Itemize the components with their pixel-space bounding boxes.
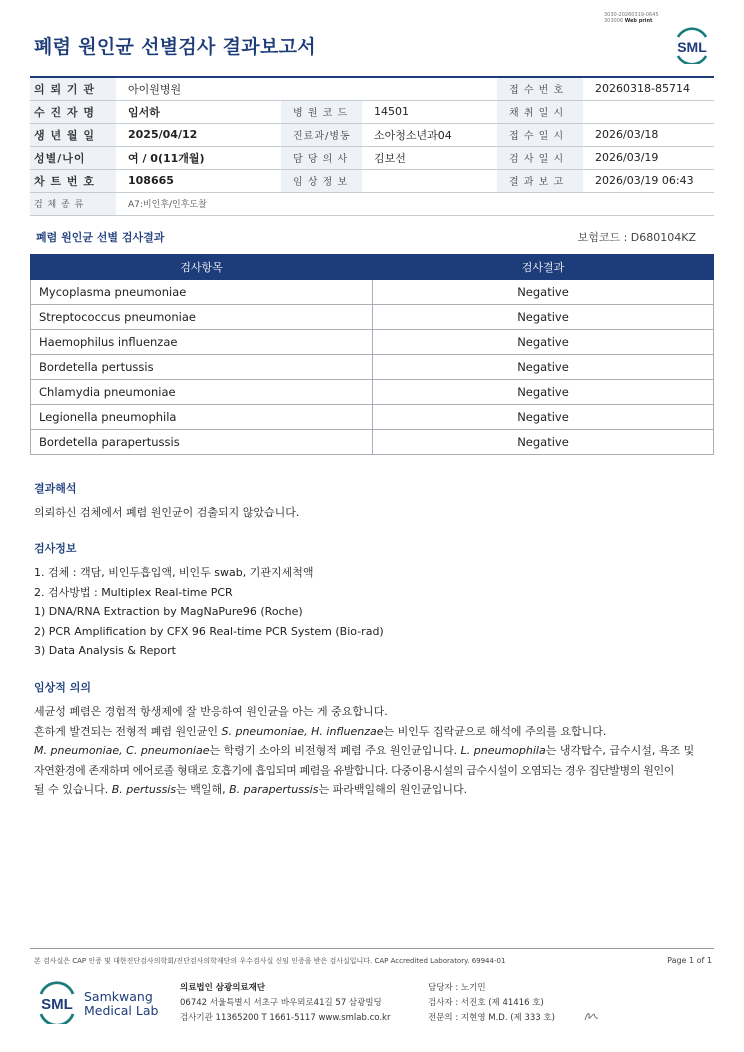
table-row <box>31 330 714 355</box>
label-hospital-code: 병 원 코 드 <box>281 100 362 123</box>
requesting-institution: 아이원병원 <box>116 77 497 100</box>
table-row <box>31 305 714 330</box>
table-row <box>31 280 714 305</box>
label-report-date: 결 과 보 고 <box>497 169 583 192</box>
staff-info <box>428 981 555 1026</box>
insurance-code: 보험코드 : D680104KZ <box>577 231 696 244</box>
info-row <box>30 100 714 123</box>
test-date: 2026/03/19 <box>583 146 714 169</box>
org-contact: 검사기관 11365200 T 1661-5117 www.smlab.co.kr <box>180 1013 391 1023</box>
label-sex-age: 성별/나이 <box>30 146 116 169</box>
table-row <box>31 380 714 405</box>
sml-logo-icon <box>36 980 78 1024</box>
info-row <box>30 123 714 146</box>
organism-names: M. pneumoniae, C. pneumoniae <box>34 744 210 758</box>
label-specimen-type: 검 체 종 류 <box>30 192 116 215</box>
interpretation-section <box>34 480 724 523</box>
specimen-type: A7:비인후/인후도찰 <box>116 192 714 215</box>
clinical-line: 자연환경에 존재하며 에어로졸 형태로 호흡기에 흡입되며 폐렴을 유발합니다. 다중이용시설의 급수시설이 오염되는 경우 집단발병의 원인이 <box>34 763 675 777</box>
test-result: Negative <box>373 280 714 305</box>
test-item: Bordetella parapertussis <box>31 430 373 455</box>
chart-number: 108665 <box>116 169 281 192</box>
test-result: Negative <box>373 355 714 380</box>
label-birth-date: 생 년 월 일 <box>30 123 116 146</box>
label-clinical-info: 임 상 정 보 <box>281 169 362 192</box>
organism-names: B. pertussis <box>111 783 177 797</box>
test-info-line: 1. 검체 : 객담, 비인두흡입액, 비인두 swab, 기관지세척액 <box>34 566 314 579</box>
test-item: Bordetella pertussis <box>31 355 373 380</box>
organization-info <box>180 981 390 1026</box>
org-name: 의료법인 삼광의료재단 <box>180 983 266 993</box>
label-test-date: 검 사 일 시 <box>497 146 583 169</box>
receipt-date: 2026/03/18 <box>583 123 714 146</box>
table-row <box>31 405 714 430</box>
test-item: Mycoplasma pneumoniae <box>31 280 373 305</box>
test-info-line: 2) PCR Amplification by CFX 96 Real-time PCR System (Bio-rad) <box>34 624 384 638</box>
logo-text: SML <box>41 996 73 1013</box>
test-info-line: 2. 검사방법 : Multiplex Real-time PCR <box>34 585 233 599</box>
test-result: Negative <box>373 380 714 405</box>
test-item: Legionella pneumophila <box>31 405 373 430</box>
test-info-title: 검사정보 <box>34 542 77 555</box>
test-info-section <box>34 540 724 661</box>
organism-names: L. pneumophila <box>460 744 546 758</box>
clinical-line: 세균성 폐렴은 경험적 항생제에 잘 반응하여 원인균을 아는 게 중요합니다. <box>34 705 388 718</box>
test-result: Negative <box>373 330 714 355</box>
department: 소아청소년과04 <box>362 123 497 146</box>
results-table <box>30 254 714 455</box>
patient-name: 임서하 <box>116 100 281 123</box>
staff-tester: 검사자 : 서진호 (제 41416 호) <box>428 998 544 1008</box>
print-id: 3030-20260319-0645 <box>604 12 659 18</box>
clinical-line: 흔하게 발견되는 전형적 폐렴 원인균인 S. pneumoniae, H. influenzae는 비인두 집락균으로 해석에 주의를 요합니다. <box>34 724 607 738</box>
test-item: Haemophilus influenzae <box>31 330 373 355</box>
patient-info-table <box>30 76 714 216</box>
label-doctor: 담 당 의 사 <box>281 146 362 169</box>
label-department: 진료과/병동 <box>281 123 362 146</box>
label-chart-number: 차 트 번 호 <box>30 169 116 192</box>
info-row <box>30 146 714 169</box>
doctor: 김보선 <box>362 146 497 169</box>
accession-number: 20260318-85714 <box>583 77 714 100</box>
info-row <box>30 192 714 215</box>
table-row <box>31 430 714 455</box>
test-result: Negative <box>373 405 714 430</box>
test-result: Negative <box>373 430 714 455</box>
web-print-label: Web print <box>624 18 653 24</box>
clinical-info <box>362 169 497 192</box>
test-result: Negative <box>373 305 714 330</box>
interpretation-title: 결과해석 <box>34 482 77 495</box>
header-test-item: 검사항목 <box>31 255 373 280</box>
test-item: Chlamydia pneumoniae <box>31 380 373 405</box>
results-section-title: 폐렴 원인균 선별 검사결과 <box>36 231 165 244</box>
info-row <box>30 77 714 100</box>
results-header-row <box>31 255 714 280</box>
label-requesting-institution: 의 뢰 기 관 <box>30 77 116 100</box>
clinical-title: 임상적 의의 <box>34 681 91 694</box>
test-item: Streptococcus pneumoniae <box>31 305 373 330</box>
label-accession-number: 접 수 번 호 <box>497 77 583 100</box>
organism-names: S. pneumoniae, H. influenzae <box>221 724 384 738</box>
brand-name: Samkwang Medical Lab <box>84 989 159 1018</box>
report-date: 2026/03/19 06:43 <box>583 169 714 192</box>
interpretation-text: 의뢰하신 검체에서 폐렴 원인균이 검출되지 않았습니다. <box>34 506 300 519</box>
accreditation-note: 본 검사실은 CAP 인증 및 대한진단검사의학회/진단검사의학재단의 우수검사실 신임 인증을 받은 검사실입니다. CAP Accredited Laboratory. 69944-01 <box>34 957 506 965</box>
birth-date: 2025/04/12 <box>116 123 281 146</box>
print-code: 303006 Web print <box>604 18 653 24</box>
clinical-line: 될 수 있습니다. B. pertussis는 백일해, B. parapertussis는 파라백일해의 원인균입니다. <box>34 783 468 797</box>
page-number: Page 1 of 1 <box>667 956 712 965</box>
print-meta <box>604 12 659 24</box>
hospital-code: 14501 <box>362 100 497 123</box>
clinical-line: M. pneumoniae, C. pneumoniae는 학령기 소아의 비전형적 폐렴 주요 원인균입니다. L. pneumophila는 냉각탑수, 급수시설, 욕조 및 <box>34 744 695 758</box>
label-collection-date: 채 취 일 시 <box>497 100 583 123</box>
report-title: 폐렴 원인균 선별검사 결과보고서 <box>34 36 316 58</box>
collection-date <box>583 100 714 123</box>
label-patient-name: 수 진 자 명 <box>30 100 116 123</box>
org-address: 06742 서울특별시 서초구 바우뫼로41길 57 삼광빌딩 <box>180 998 382 1008</box>
test-info-line: 3) Data Analysis & Report <box>34 644 176 658</box>
staff-specialist: 전문의 : 지현영 M.D. (제 333 호) <box>428 1013 555 1023</box>
info-row <box>30 169 714 192</box>
clinical-section <box>34 679 724 800</box>
header-test-result: 검사결과 <box>373 255 714 280</box>
test-info-line: 1) DNA/RNA Extraction by MagNaPure96 (Roche) <box>34 605 303 619</box>
signature-icon <box>583 1009 599 1023</box>
logo-text: SML <box>677 39 707 55</box>
table-row <box>31 355 714 380</box>
footer-divider <box>30 948 714 949</box>
staff-in-charge: 담당자 : 노기민 <box>428 983 486 993</box>
sex-age: 여 / 0(11개월) <box>116 146 281 169</box>
label-receipt-date: 접 수 일 시 <box>497 123 583 146</box>
sml-logo-icon <box>672 22 712 64</box>
organism-names: B. parapertussis <box>229 783 319 797</box>
